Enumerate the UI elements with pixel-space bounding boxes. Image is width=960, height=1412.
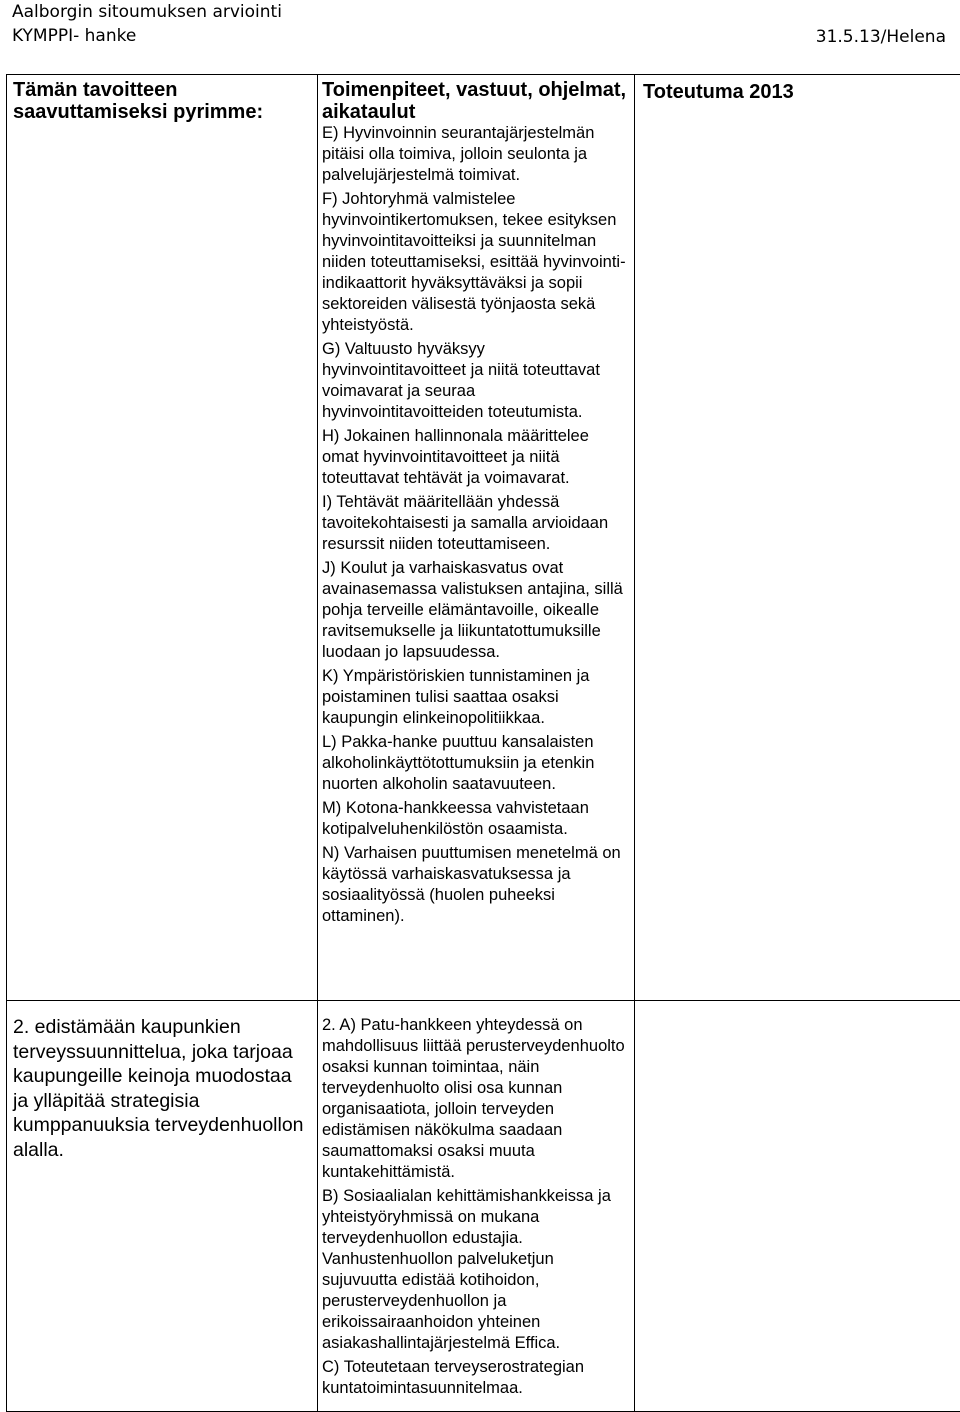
table-row [7, 75, 960, 1001]
header-date-author: 31.5.13/Helena [816, 25, 946, 49]
action-item-n: N) Varhaisen puuttumisen menetelmä on käytössä varhaiskasvatuksessa ja sosiaalityössä (huolen puheeksi ottaminen). [318, 843, 634, 927]
header-title: Aalborgin sitoumuksen arviointi [12, 0, 282, 24]
action-item-l: L) Pakka-hanke puuttuu kansalaisten alkoholinkäyttötottumuksiin ja etenkin nuorten alkoholin saatavuuteen. [318, 732, 634, 795]
table-row [7, 1001, 960, 1412]
column-heading-results: Toteutuma 2013 [635, 81, 960, 103]
action-item-i: I) Tehtävät määritellään yhdessä tavoitekohtaisesti ja samalla arvioidaan resurssit niiden toteuttamiseen. [318, 492, 634, 555]
action-item-j: J) Koulut ja varhaiskasvatus ovat avainasemassa valistuksen antajina, sillä pohja terveille elämäntavoille, oikealle ravitsemukselle ja liikuntatottumuksille luodaan jo lapsuudessa. [318, 558, 634, 663]
goal-cell [7, 75, 318, 1001]
results-cell [635, 1001, 960, 1412]
action-item-k: K) Ympäristöriskien tunnistaminen ja poistaminen tulisi saattaa osaksi kaupungin elinkeinopolitiikkaa. [318, 666, 634, 729]
column-heading-actions: Toimenpiteet, vastuut, ohjelmat, aikataulut [318, 79, 634, 123]
results-cell [635, 75, 960, 1001]
evaluation-table [6, 74, 960, 1412]
goal-cell [7, 1001, 318, 1412]
actions-list [318, 123, 634, 927]
action-item-2a: 2. A) Patu-hankkeen yhteydessä on mahdollisuus liittää perusterveydenhuolto osaksi kunnan toimintaa, näin terveydenhuolto olisi osa kunnan organisaatiota, jolloin terveyden edistämisen näkökulma saadaan saumattomaksi osaksi muuta kuntakehittämistä. [318, 1015, 634, 1183]
goal-2-text: 2. edistämään kaupunkien terveyssuunnittelua, joka tarjoaa kaupungeille keinoja muodostaa ja ylläpitää strategisia kumppanuuksia terveydenhuollon alalla. [7, 1001, 317, 1162]
actions-cell [318, 75, 635, 1001]
action-item-e: E) Hyvinvoinnin seurantajärjestelmän pitäisi olla toimiva, jolloin seulonta ja palvelujärjestelmä toimivat. [318, 123, 634, 186]
header-project: KYMPPI- hanke [12, 24, 282, 48]
action-item-f: F) Johtoryhmä valmistelee hyvinvointikertomuksen, tekee esityksen hyvinvointitavoitteiksi ja suunnitelman niiden toteuttamiseksi, esittää hyvinvointi-indikaattorit hyväksyttäväksi ja sopii sektoreiden välisestä työnjaosta sekä yhteistyöstä. [318, 189, 634, 336]
document-header [12, 0, 282, 48]
column-heading-goals: Tämän tavoitteen saavuttamiseksi pyrimme: [7, 79, 317, 123]
actions-list [318, 1001, 634, 1399]
action-item-g: G) Valtuusto hyväksyy hyvinvointitavoitteet ja niitä toteuttavat voimavarat ja seuraa hyvinvointitavoitteiden toteutumista. [318, 339, 634, 423]
action-item-m: M) Kotona-hankkeessa vahvistetaan kotipalveluhenkilöstön osaamista. [318, 798, 634, 840]
actions-cell [318, 1001, 635, 1412]
action-item-2c: C) Toteutetaan terveyserostrategian kuntatoimintasuunnitelmaa. [318, 1357, 634, 1399]
action-item-h: H) Jokainen hallinnonala määrittelee omat hyvinvointitavoitteet ja niitä toteuttavat tehtävät ja voimavarat. [318, 426, 634, 489]
action-item-2b: B) Sosiaalialan kehittämishankkeissa ja yhteistyöryhmissä on mukana terveydenhuollon edustajia. Vanhustenhuollon palveluketjun sujuvuutta edistää kotihoidon, perusterveydenhuollon ja erikoissairaanhoidon yhteinen asiakashallintajärjestelmä Effica. [318, 1186, 634, 1354]
